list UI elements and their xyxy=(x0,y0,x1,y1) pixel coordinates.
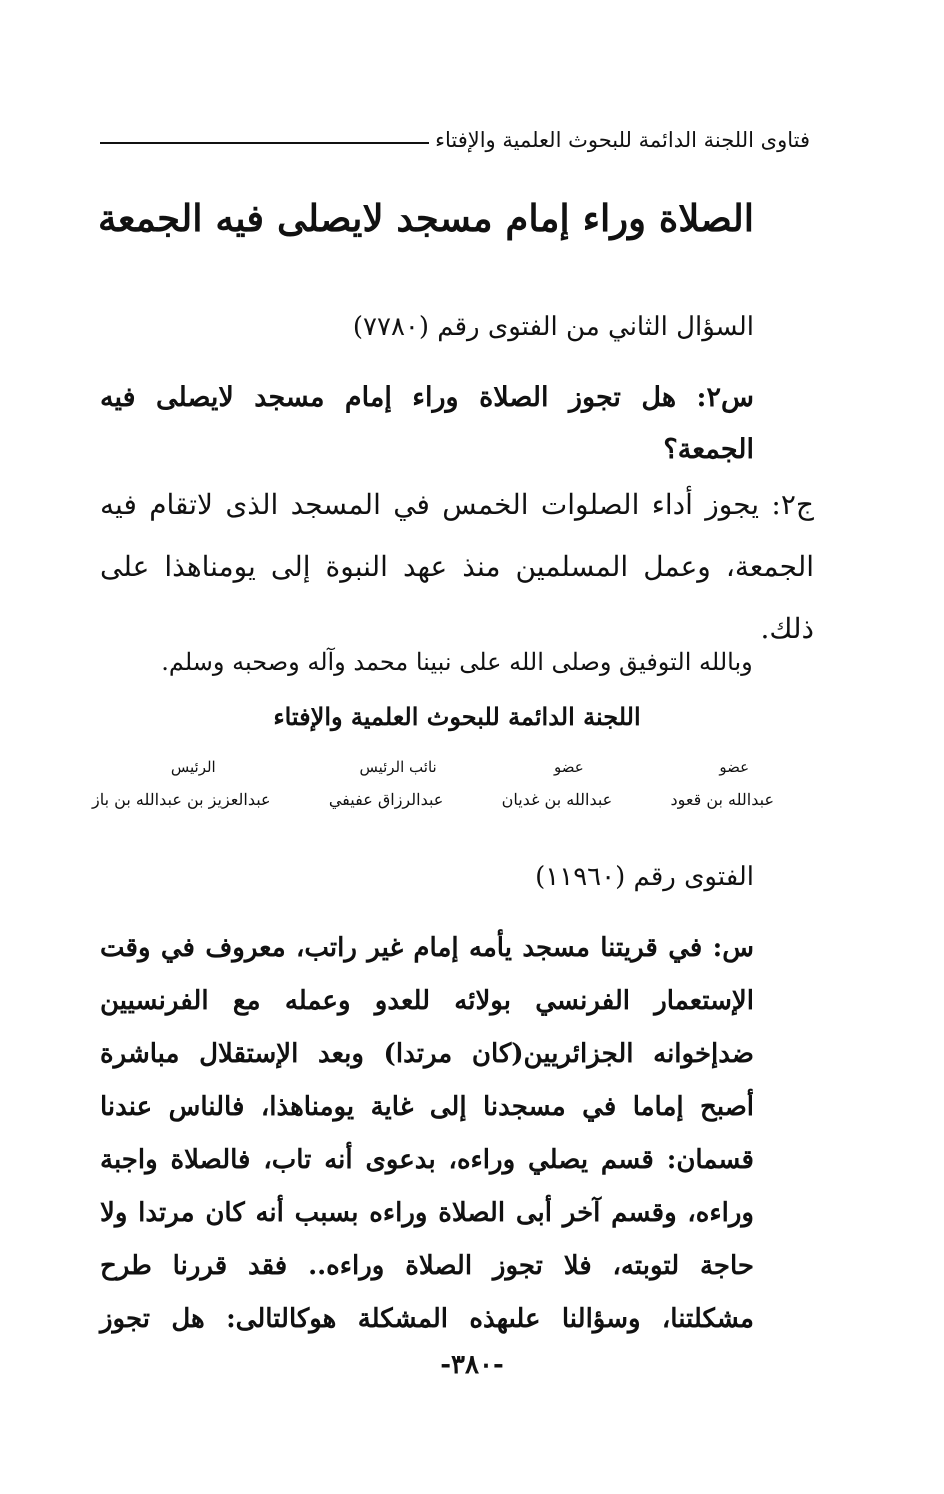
signatory-role: الرئيس xyxy=(170,758,216,776)
running-header xyxy=(100,128,810,152)
fatwa-reference: الفتوى رقم (١١٩٦٠) xyxy=(535,862,754,892)
signatory-role: عضو xyxy=(719,758,750,776)
header-rule xyxy=(100,142,429,144)
question-reference: السؤال الثاني من الفتوى رقم (٧٧٨٠) xyxy=(352,312,754,342)
answer-text: ج٢: يجوز أداء الصلوات الخمس في المسجد الذى لاتقام فيه الجمعة، وعمل المسلمين منذ عهد النبوة إلى يومناهذا على ذلك. xyxy=(100,488,814,645)
signatory-role: عضو xyxy=(554,758,584,776)
signatory xyxy=(329,758,444,809)
signatory-name: عبدالله بن غديان xyxy=(501,790,613,809)
signatory xyxy=(92,758,271,809)
signatory xyxy=(502,758,613,809)
section-title: الصلاة وراء إمام مسجد لايصلى فيه الجمعة xyxy=(98,196,754,240)
signatory-name: عبدالعزيز بن عبدالله بن باز xyxy=(92,790,271,809)
signatory-name: عبدالرزاق عفيفي xyxy=(328,790,444,809)
signatory-name: عبدالله بن قعود xyxy=(670,790,774,809)
signatory xyxy=(670,758,774,809)
closing-line: وبالله التوفيق وصلى الله على نبينا محمد وآله وصحبه وسلم. xyxy=(161,648,753,676)
second-question-text: س: في قريتنا مسجد يأمه إمام غير راتب، معروف في وقت الإستعمار الفرنسي بولائه للعدو وعمله مع الفرنسيين ضدإخوانه الجزائريين(كان مرتدا) وبعد الإستقلال مباشرة أصبح إماما في مسجدنا إلى غاية يومناهذا، فالناس عندنا قسمان: قسم يصلي وراءه، بدعوى أنه تاب، فالصلاة واجبة وراءه، وقسم آخر أبى الصلاة وراءه بسبب أنه كان مرتدا ولا حاجة لتوبته، فلا تجوز الصلاة وراءه.. فقد قررنا طرح مشكلتنا، وسؤالنا علىهذه المشكلة هوكالتالى: هل تجوز xyxy=(100,933,754,1334)
signatories xyxy=(92,758,774,809)
committee-name: اللجنة الدائمة للبحوث العلمية والإفتاء xyxy=(273,702,641,731)
signatory-role: نائب الرئيس xyxy=(359,758,437,776)
header-title: فتاوى اللجنة الدائمة للبحوث العلمية والإفتاء xyxy=(435,128,810,152)
page-number: -٣٨٠- xyxy=(440,1350,504,1380)
question-text: س٢: هل تجوز الصلاة وراء إمام مسجد لايصلى فيه الجمعة؟ xyxy=(100,382,754,465)
